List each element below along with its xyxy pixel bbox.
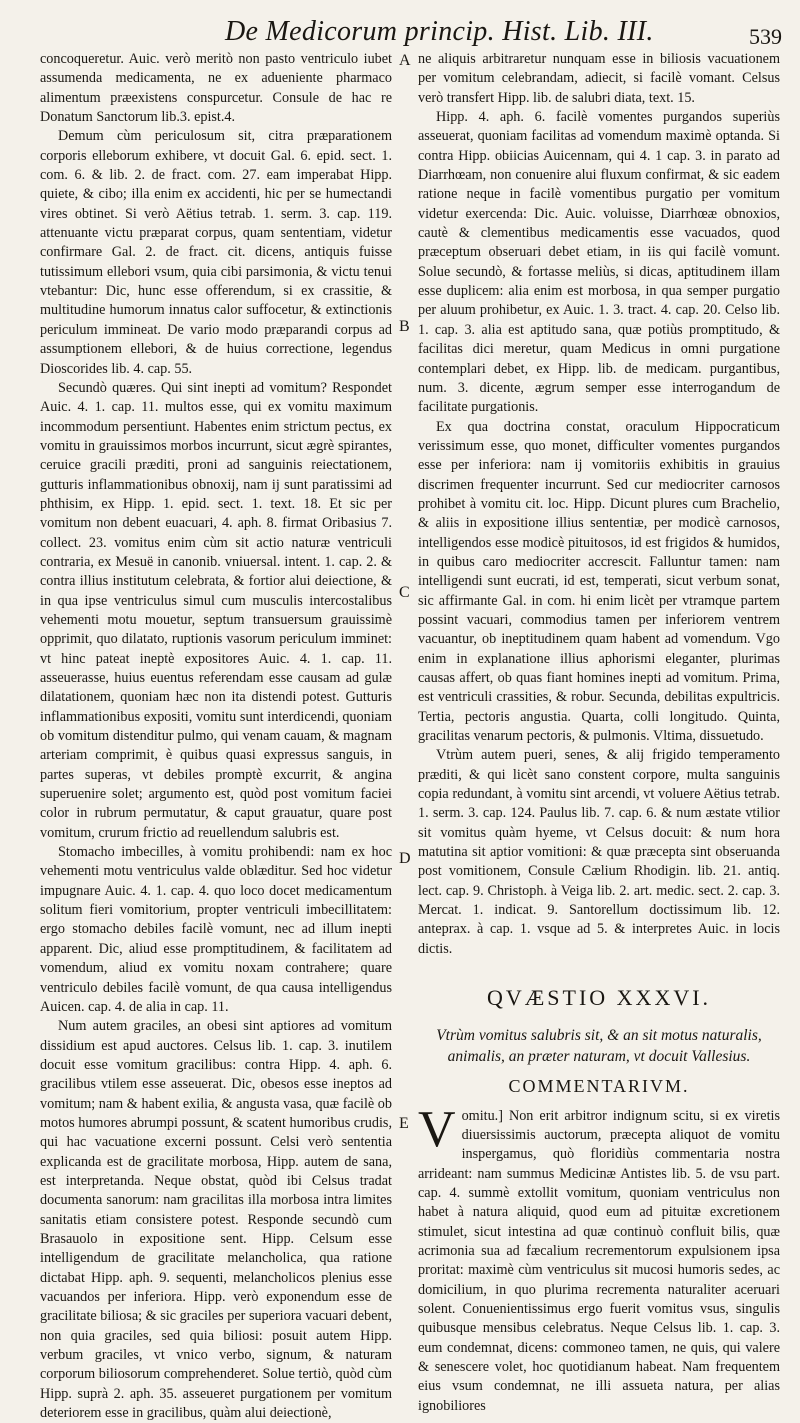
paragraph: Stomacho imbecilles, à vomitu prohibendi: nam ex hoc vehementi motu ventriculus valde oblæditur. Sed hoc videtur impugnare Auic. 4. 1. cap. 4. quo loco docet medicamentum solitum fieri vomitorium, propter ventriculi imbecillitatem: ergo stomacho debiles facilè vomunt, nec ad illum inepti apparent. Dic, aliud esse promptitudinem, & facilitatem ad vomendum, aliud ex vomitu noxam contrahere; quare ventriculo debiles facilè vomunt, de qua causa intelligendus Auicen. cap. 4. de alia in cap. 11. bbox=[40, 844, 392, 1015]
margin-marker-c: C bbox=[399, 584, 410, 601]
commentary-text: omitu.] Non erit arbitror indignum scitu, si ex viretis diuersissimis auctorum, præcepta aliquot de vomitu inspergamus, quò floridiùs commentaria nostra arrideant: nam summus Medicinæ Antistes lib. 5. de vsu part. cap. 4. summè extollit vomitum, quoniam ventriculus non habet à natura aliquid, quod eum ad pituitæ excretionem stimulet, sicut intestina ad quæ continuò confluit bilis, quæ acrimonia sua ad fæcalium recrementorum expulsionem ipsa proritat: maximè cùm ventriculus sit mucosi humoris sedes, ac domicilium, in quo plurima recrementa naturaliter aceruari solent. Conuenientissimus ergo fuerit vomitus vsus, singulis quibusque mensibus celebratus. Neque Celsus lib. 1. cap. 3. eum condemnat, dicens: commoneo tamen, ne quis, qui valere & senescere volet, hoc quotidianum habeat. Nam frequentem eius vsum condemnat, ne illi assueta natura, per alias ignobiliores bbox=[418, 1107, 780, 1414]
commentary-heading: COMMENTARIVM. bbox=[508, 1076, 690, 1097]
paragraph: Vtrùm autem pueri, senes, & alij frigido temperamento præditi, & qui licèt sano constent corpore, multa sanguinis copia redundant, à vomitu sint arcendi, vt voluere Aëtius tetrab. 1. serm. 3. cap. 124. Paulus lib. 7. cap. 6. & num æstate vtilior sit vomitus quàm hyeme, vt Celsus docuit: & num hora matutina sit aptior vomitioni: & quæ præcepta sint obseruanda post vomitionem, Consule Cælium Rhodigin. lib. 21. antiq. lect. cap. 9. Christoph. à Veiga lib. 2. art. medic. sect. 2. cap. 3. Mercat. 1. indicat. 9. Santorellum doctissimum lib. 12. anteprax. à cap. 1. vsque ad 5. & interpretes Auic. in locis dictis. bbox=[418, 747, 780, 957]
margin-marker-e: E bbox=[399, 1115, 409, 1132]
running-title: De Medicorum princip. Hist. Lib. III. bbox=[225, 16, 654, 47]
paragraph: concoqueretur. Auic. verò meritò non pasto ventriculo iubet assumenda medicamenta, ne ex adueniente pharmaco alimentum præexistens conspurcetur. Consule de hac re Donatum Sanctorum lib.3. epist.4. bbox=[40, 51, 392, 126]
margin-marker-a: A bbox=[399, 52, 411, 69]
paragraph: Ex qua doctrina constat, oraculum Hippocraticum verissimum esse, quo monet, difficulter vomentes purgandos esse per inferiora: nam ij vomitoriis exhibitis in grauius discrimen frequenter incurrunt. Sed cur mediocriter carnosos prohibet à vomitu cit. loc. Hipp. Dicunt plures cum Brachelio, & aliis in expositione illius sententiæ, per modicè carnosos, intelligendos esse modicè pituitosos, id est frigidos & humidos, in quibus caro mediocriter accrescit. Falluntur tamen: nam intelligendi sunt eucrati, id est, temperati, sicut verbum sonat, sic affirmante Gal. in com. hi enim licèt per vtramque partem possint vacuari, commodius tamen per inferiorem ventrem vacuantur, ob ineptitudinem quam habent ad vomendum. Vgo enim in explanatione illius aphorismi eleganter, plurimas causas affert, ob quas fiant homines inepti ad vomitum. Prima, est ventriculi crassities, & robur. Secunda, debilitas expultricis. Tertia, pectoris angustia. Quarta, colli longitudo. Quinta, gracilitas venarum pectoris, & pulmonis. Vltima, dissuetudo. bbox=[418, 418, 780, 745]
question-heading: QVÆSTIO XXXVI. bbox=[486, 985, 712, 1011]
page-number: 539 bbox=[749, 24, 782, 49]
left-column bbox=[40, 50, 392, 1423]
paragraph: Num autem graciles, an obesi sint aptiores ad vomitum dissidium est apud auctores. Celsus lib. 1. cap. 3. inutilem docuit esse vomitum gracilibus: contra Hipp. 4. aph. 6. gracilibus vtilem esse asseuerat. Dic, obesos esse ineptos ad vomitum; nam & habent exilia, & angusta vasa, quæ facilè ob motos humores abrumpi possunt, & scatent humoribus crudis, qui hac vacuatione excerni possunt. Celsi verò sententia explicanda est de gracilitate morbosa, Hipp. autem de sana, est interpretanda. Neque obstat, quòd ibi Celsus tradat documenta sanorum: nam gracilitas illa morbosa intra limites sanitatis etiam consistere potest. Responde secundò cum Brasauolo in expositione sent. Hipp. Celsum esse intelligendum de gracilitate melancholica, qua ratione dictabat Hipp. aph. 9. sequenti, melancholicos plenius esse vacuandos per inferiora. Hipp. verò exponendum esse de gracilitate biliosa; & sic graciles per superiora vacuari debent, non quia graciles, sed quia biliosi: posuit autem Hipp. verbum graciles, vt vnico verbo, signum, & naturam corporum biliosorum comprehenderet. Solue tertiò, quòd cùm Hipp. suprà 2. aph. 35. asseueret purgationem per vomitum deteriorem esse in gracilibus, quàm alui deiectionè, bbox=[40, 1018, 392, 1422]
drop-cap: V bbox=[418, 1100, 456, 1158]
paragraph: Demum cùm periculosum sit, citra præparationem corporis elleborum exhibere, vt docuit Gal. 6. epid. sect. 1. com. 6. & lib. 2. de fract. com. 27. eam imperabat Hipp. quiete, & cibo; illa enim ex accidenti, hic per se humectandi vires obtinet. Si verò Aëtius tetrab. 1. serm. 3. cap. 119. attenuante victu præparat corpus, quam sententiam, videtur confirmare Gal. 2. de fract. cit. dicens, antiquis fuisse tutissimum ellebori vsum, quia cibi parsimonia, & victu tenui vtebantur: Dic, hunc esse offerendum, si ex crassitie, & multitudine humorum innatus calor suffocetur, & extinctionis periculum immineat. De vario modo præparandi corpus ad assumptionem ellebori, & de huius correctione, legendus Dioscorides lib. 4. cap. 55. bbox=[40, 128, 392, 377]
margin-marker-d: D bbox=[399, 850, 411, 867]
commentary-paragraph bbox=[418, 1100, 780, 1417]
question-subtitle: Vtrùm vomitus salubris sit, & an sit motus naturalis, animalis, an præter naturam, vt docuit Vallesius. bbox=[436, 1027, 762, 1066]
paragraph: Secundò quæres. Qui sint inepti ad vomitum? Respondet Auic. 4. 1. cap. 11. multos esse, qui ex vomitu maximum incommodum persentiunt. Habentes enim strictum pectus, ex vomitu in grauissimos morbos incurrunt, sicut ægrè spirantes, ceruice gracili præditi, proni ad sanguinis reiectationem, gutturis inflammationibus obnoxij, nam ij sunt paratissimi ad phthisim, ex Hipp. 1. epid. sect. 1. text. 18. Et sic per vomitum non debent euacuari, 4. aph. 8. firmat Oribasius 7. collect. 23. vomitus enim cùm sit actio naturæ ventriculi contraria, ex Mesuë in canonib. vniuersal. intent. 1. cap. 2. & contra illius institutum celebrata, & fortior alui deiectione, & in qua ipse ventriculus simul cum musculis intercostalibus vehementi motu mouetur, septum transuersum grauissimè opprimit, quo dilatato, ruptionis vasorum periculum imminet: vt hinc pateat ineptè expositores Auic. 4. 1. cap. 11. asseuerasse, huius euentus referendam esse causam ad gulæ dilatationem, quoniam hæc non ita distendi potest. Gutturis inflammationibus expositi, vomitu sunt interdicendi, quoniam ob vomitum distenditur pulmo, qui venam cauam, & magnam arteriam comprimit, è quibus quasi expressus sanguis, in partes superas, vt debiles promptè excurrit, & angina superuenire solet; argumento est, quòd post vomitum faciei color in rubrum permutatur, & caput grauatur, quare post vomitum, crurum frictio ad reuellendum salubris est. bbox=[40, 379, 392, 841]
page-header bbox=[0, 10, 800, 50]
right-column bbox=[418, 50, 780, 1416]
paragraph: Hipp. 4. aph. 6. facilè vomentes purgandos superiùs asseuerat, quoniam facilitas ad vomendum maximè optanda. Si contra Hipp. obiicias Auicennam, qui 4. 1 cap. 3. in parato ad Diarrhœam, non conuenire alui fluxum confirmat, & sic eadem ratione neque in facilè vomentibus purgatio per vomitum videtur exercenda: Dic. Auic. voluisse, Diarrhœæ obnoxios, cautè & clementibus medicamentis esse vacuados, quod præceptum obseruari debet etiam, in iis qui facilè vomunt. Solue secundò, & fortasse meliùs, si dicas, aptitudinem illam esse duplicem: alia enim est morbosa, in qua semper purgatio per aluum prohibetur, ex Auic. 1. 3. tract. 4. cap. 20. Celso lib. 1. cap. 3. alia est aptitudo sana, quæ potiùs promptitudo, & facilitas dici meretur, quam Medicus in omni purgatione contemplari debet, ex Hipp. lib. de medicam. purgantibus, num. 3. dicente, ægrum semper esse interrogandum de facilitate purgationis. bbox=[418, 109, 780, 416]
paragraph: ne aliquis arbitraretur nunquam esse in biliosis vacuationem per vomitum celebrandam, adiecit, si facilè vomant. Celsus verò transfert Hipp. lib. de salubri diata, text. 15. bbox=[418, 51, 780, 106]
margin-marker-b: B bbox=[399, 318, 410, 335]
